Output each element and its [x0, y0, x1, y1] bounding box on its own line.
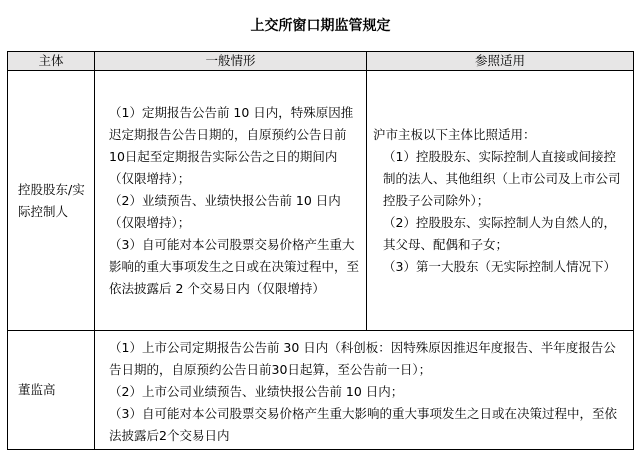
- general-item: （3）自可能对本公司股票交易价格产生重大影响的重大事项发生之日或在决策过程中，至依法披露后2个交易日内: [109, 406, 617, 443]
- reference-item: （1）控股股东、实际控制人直接或间接控制的法人、其他组织（上市公司及上市公司控股子公司除外）；: [383, 148, 621, 208]
- table-row: [8, 331, 634, 450]
- general-item: （2）上市公司业绩预告、业绩快报公告前 10 日内；: [109, 384, 404, 399]
- general-item: （2）业绩预告、业绩快报公告前 10 日内（仅限增持）；: [109, 192, 341, 230]
- subject-cell: 控股股东/实际控制人: [8, 71, 95, 331]
- table-row: [8, 71, 634, 331]
- general-cell: [95, 71, 367, 331]
- reference-intro: 沪市主板以下主体比照适用：: [373, 126, 536, 142]
- header-row: [8, 52, 634, 71]
- general-item: （1）定期报告公告前 10 日内，特殊原因推迟定期报告公告日期的，自原预约公告日前10日起至定期报告实际公告之日的期间内（仅限增持）；: [109, 104, 354, 186]
- page-title: 上交所窗口期监管规定: [250, 18, 391, 34]
- subject-cell: 董监高: [8, 331, 95, 450]
- header-reference: 参照适用: [367, 52, 634, 71]
- general-item: （3）自可能对本公司股票交易价格产生重大影响的重大事项发生之日或在决策过程中，至依法披露后 2 个交易日内（仅限增持）: [109, 236, 360, 296]
- regulation-table: [7, 51, 634, 450]
- general-cell: [95, 331, 634, 450]
- reference-item: （2）控股股东、实际控制人为自然人的，其父母、配偶和子女；: [383, 214, 616, 252]
- reference-cell: [367, 71, 634, 331]
- header-subject: 主体: [8, 52, 95, 71]
- reference-item: （3）第一大股东（无实际控制人情况下）: [383, 258, 616, 274]
- header-general: 一般情形: [95, 52, 367, 71]
- general-item: （1）上市公司定期报告公告前 30 日内（科创板：因特殊原因推迟年度报告、半年度报告公告日期的，自原预约公告日前30日起算，至公告前一日）；: [109, 340, 616, 377]
